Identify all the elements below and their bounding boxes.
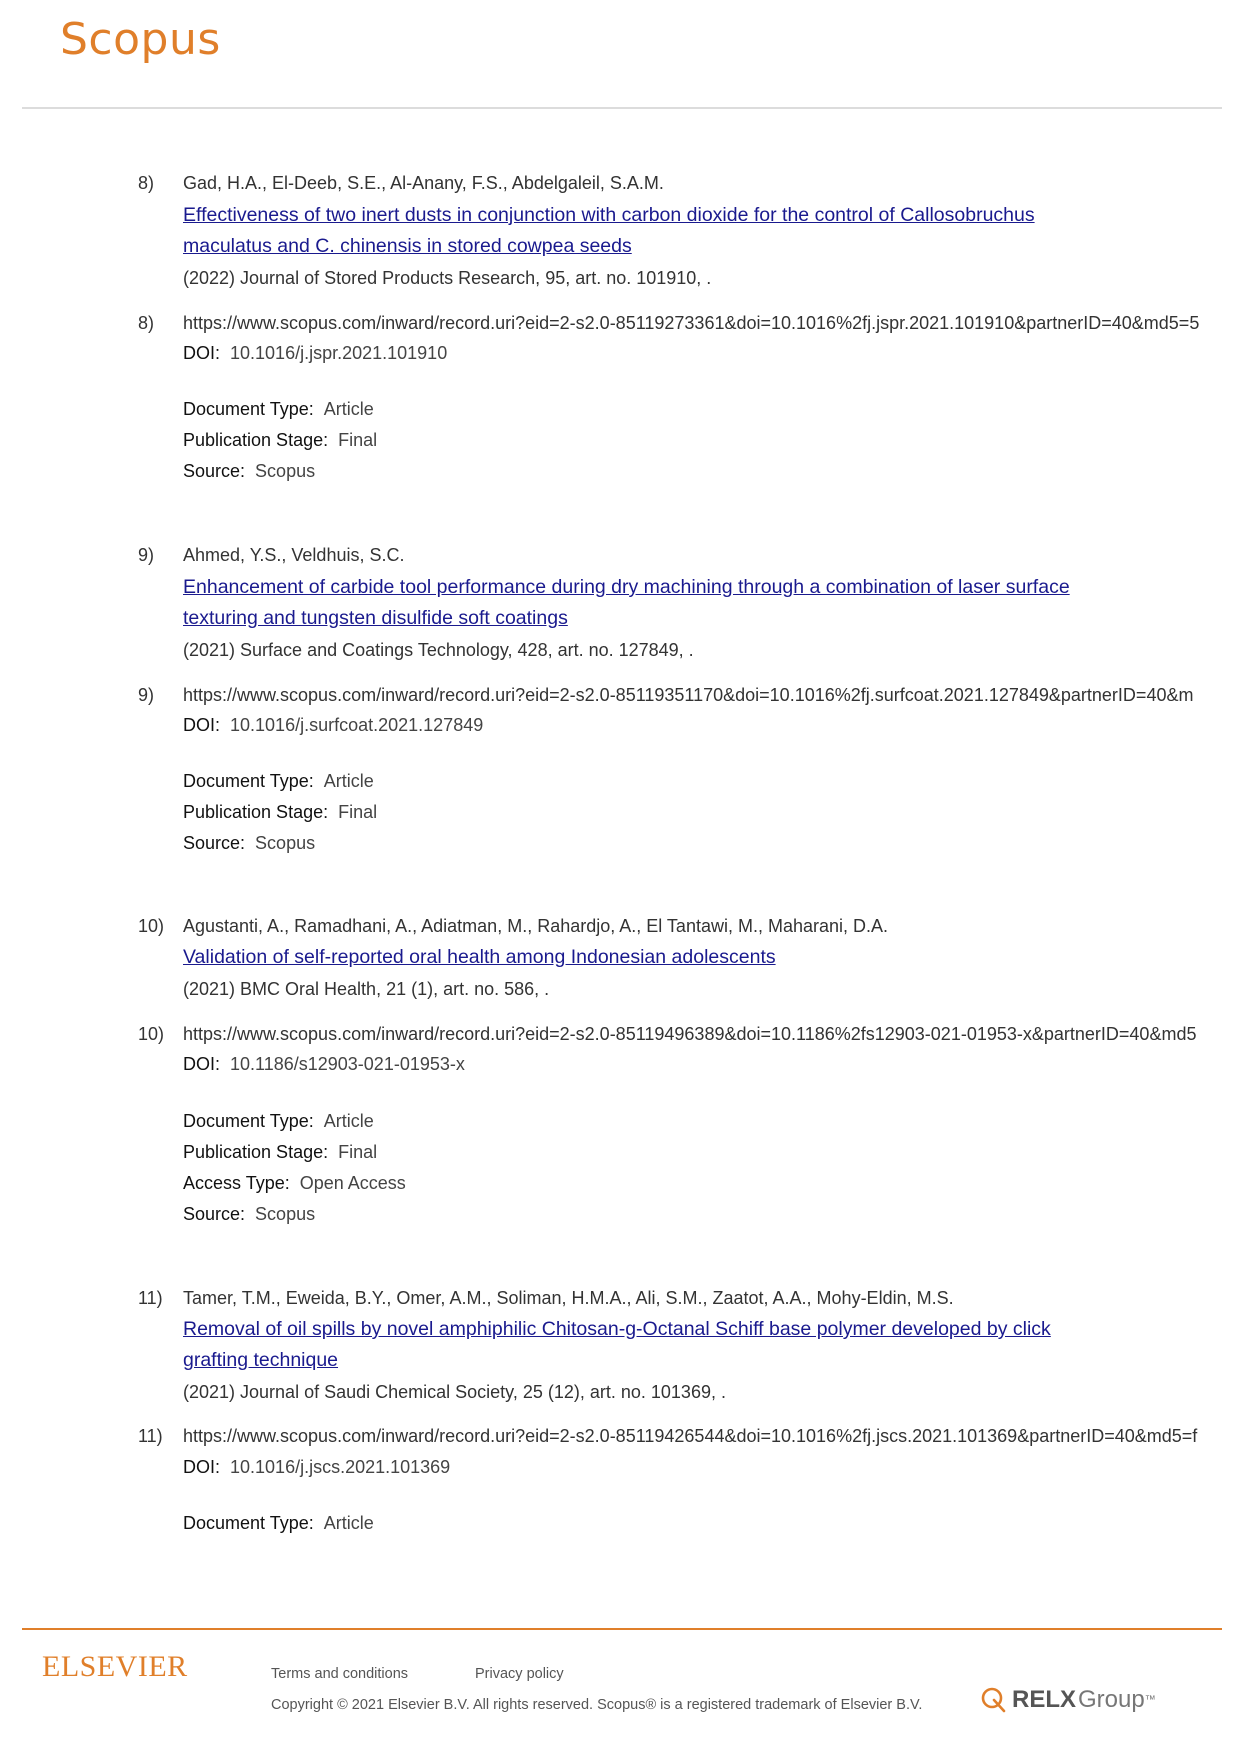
- doi-label: DOI:: [183, 343, 221, 363]
- privacy-link[interactable]: Privacy policy: [475, 1666, 564, 1682]
- source-value: Scopus: [255, 1204, 316, 1224]
- entry-number: 11): [138, 1426, 163, 1446]
- access-type-value: Open Access: [299, 1173, 406, 1193]
- source-label: Source:: [183, 1204, 246, 1224]
- doi-value: 10.1186/s12903-021-01953-x: [230, 1054, 465, 1074]
- doi-value: 10.1016/j.jspr.2021.101910: [230, 343, 448, 363]
- source-label: Source:: [183, 461, 246, 481]
- document-type-label: Document Type:: [183, 1111, 314, 1131]
- publication-stage-label: Publication Stage:: [183, 802, 329, 822]
- entry-number: 10): [138, 1024, 165, 1044]
- copyright-text: Copyright © 2021 Elsevier B.V. All rights reserved. Scopus® is a registered trademark of Elsevier B.V.: [271, 1697, 923, 1713]
- document-type-value: Article: [323, 1513, 374, 1533]
- relx-mark-icon: [980, 1686, 1008, 1714]
- document-type-value: Article: [323, 1111, 374, 1131]
- relx-group: Group: [1078, 1686, 1145, 1713]
- entry-number: 11): [138, 1288, 163, 1308]
- publication-stage-value: Final: [338, 1142, 378, 1162]
- entry-authors: Tamer, T.M., Eweida, B.Y., Omer, A.M., Soliman, H.M.A., Ali, S.M., Zaatot, A.A., Mohy-Eldin, M.S.: [183, 1288, 954, 1308]
- entry-url[interactable]: https://www.scopus.com/inward/record.uri?eid=2-s2.0-85119426544&doi=10.1016%2fj.jscs.2021.101369&partnerID=40&md5=f: [183, 1426, 1198, 1446]
- publication-stage-label: Publication Stage:: [183, 1142, 329, 1162]
- document-type-label: Document Type:: [183, 1513, 314, 1533]
- scopus-logo: Scopus: [60, 14, 221, 65]
- document-type-label: Document Type:: [183, 771, 314, 791]
- relx-trademark: ™: [1144, 1694, 1156, 1706]
- entry-title-link[interactable]: Effectiveness of two inert dusts in conjunction with carbon dioxide for the control of Callosobruchus maculatus and C. chinensis in stored cowpea seeds: [183, 204, 1035, 257]
- document-type-value: Article: [323, 399, 374, 419]
- doi-label: DOI:: [183, 1054, 221, 1074]
- entry-citation: (2021) Journal of Saudi Chemical Society, 25 (12), art. no. 101369, .: [183, 1382, 726, 1402]
- entry-title-link[interactable]: Removal of oil spills by novel amphiphilic Chitosan-g-Octanal Schiff base polymer developed by click grafting technique: [183, 1318, 1051, 1371]
- doi-label: DOI:: [183, 1457, 221, 1477]
- access-type-label: Access Type:: [183, 1173, 290, 1193]
- entry-title-link[interactable]: Enhancement of carbide tool performance during dry machining through a combination of laser surface texturing and tungsten disulfide soft coatings: [183, 576, 1070, 629]
- entry-url[interactable]: https://www.scopus.com/inward/record.uri?eid=2-s2.0-85119496389&doi=10.1186%2fs12903-021-01953-x&partnerID=40&md5: [183, 1024, 1197, 1044]
- entry-citation: (2021) BMC Oral Health, 21 (1), art. no. 586, .: [183, 979, 550, 999]
- source-value: Scopus: [255, 461, 316, 481]
- entry-citation: (2022) Journal of Stored Products Research, 95, art. no. 101910, .: [183, 268, 712, 288]
- entry-number: 9): [138, 545, 155, 565]
- doi-value: 10.1016/j.jscs.2021.101369: [230, 1457, 451, 1477]
- document-type-label: Document Type:: [183, 399, 314, 419]
- publication-stage-value: Final: [338, 802, 378, 822]
- entry-url[interactable]: https://www.scopus.com/inward/record.uri?eid=2-s2.0-85119273361&doi=10.1016%2fj.jspr.2021.101910&partnerID=40&md5=5: [183, 313, 1200, 333]
- entry-title-link[interactable]: Validation of self-reported oral health among Indonesian adolescents: [183, 946, 776, 968]
- footer-divider: [22, 1628, 1222, 1630]
- elsevier-logo: ELSEVIER: [42, 1650, 188, 1683]
- entry-url[interactable]: https://www.scopus.com/inward/record.uri?eid=2-s2.0-85119351170&doi=10.1016%2fj.surfcoat.2021.127849&partnerID=40&m: [183, 685, 1194, 705]
- source-value: Scopus: [255, 833, 316, 853]
- entry-authors: Gad, H.A., El-Deeb, S.E., Al-Anany, F.S., Abdelgaleil, S.A.M.: [183, 173, 664, 193]
- publication-stage-value: Final: [338, 430, 378, 450]
- entry-number: 8): [138, 173, 155, 193]
- header-divider: [22, 107, 1222, 109]
- entry-authors: Agustanti, A., Ramadhani, A., Adiatman, M., Rahardjo, A., El Tantawi, M., Maharani, D.A.: [183, 916, 889, 936]
- entry-number: 8): [138, 313, 155, 333]
- publication-stage-label: Publication Stage:: [183, 430, 329, 450]
- doi-label: DOI:: [183, 715, 221, 735]
- relx-logo: [980, 1686, 1156, 1714]
- entry-authors: Ahmed, Y.S., Veldhuis, S.C.: [183, 545, 405, 565]
- relx-name: RELX: [1012, 1686, 1077, 1713]
- doi-value: 10.1016/j.surfcoat.2021.127849: [230, 715, 484, 735]
- source-label: Source:: [183, 833, 246, 853]
- entry-citation: (2021) Surface and Coatings Technology, 428, art. no. 127849, .: [183, 640, 694, 660]
- entry-number: 10): [138, 916, 165, 936]
- document-type-value: Article: [323, 771, 374, 791]
- entry-number: 9): [138, 685, 155, 705]
- terms-link[interactable]: Terms and conditions: [271, 1666, 409, 1682]
